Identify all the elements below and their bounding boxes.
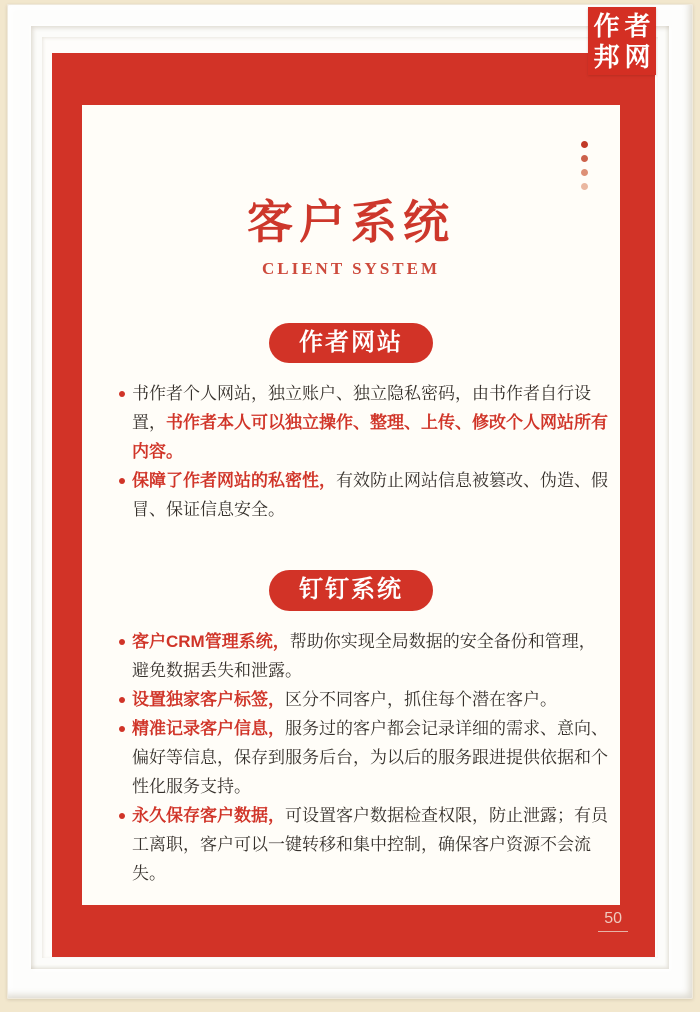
- bullet-emphasis-text: 保障了作者网站的私密性，: [132, 471, 336, 491]
- content-card: [82, 105, 620, 905]
- logo-char: 网: [624, 41, 651, 72]
- page-title: 客户系统: [247, 197, 455, 248]
- bullet-text: 可设置客户数据检查权限，防止泄露；有员工离职，客户可以一键转移和集中控制，确保客户资源不会流失。: [132, 805, 608, 883]
- page-number: 50: [598, 910, 628, 932]
- decorative-dots: [581, 141, 588, 190]
- badge-row: [82, 323, 620, 363]
- bullet-text: 书作者个人网站，独立账户、独立隐私密码，由书作者自行设置，: [132, 384, 591, 433]
- brand-logo: [588, 7, 656, 75]
- sections: [82, 323, 620, 888]
- section-badge: 钉钉系统: [269, 570, 433, 610]
- section-badge: 作者网站: [269, 323, 433, 363]
- bullet-emphasis-text: 精准记录客户信息，: [132, 718, 285, 738]
- bullet-emphasis-text: 书作者本人可以独立操作、整理、上传、修改个人网站所有内容。: [132, 413, 608, 462]
- page-subtitle: CLIENT SYSTEM: [261, 258, 441, 278]
- bullet-item: [119, 627, 608, 685]
- dot-icon: [581, 141, 588, 148]
- section: [82, 323, 620, 524]
- logo-char: 者: [624, 10, 651, 41]
- bullet-item: [119, 685, 608, 714]
- bullet-dot-icon: [119, 478, 125, 484]
- bullet-item: [119, 801, 608, 888]
- header: [82, 105, 620, 279]
- bullet-text: 帮助你实现全局数据的安全备份和管理，避免数据丢失和泄露。: [132, 631, 596, 680]
- badge-row: [82, 570, 620, 610]
- bullet-item: [119, 379, 608, 466]
- poster-background: [52, 53, 655, 957]
- section: [82, 570, 620, 887]
- bullet-text: 服务过的客户都会记录详细的需求、意向、偏好等信息，保存到服务后台，为以后的服务跟进提供依据和个性化服务支持。: [132, 718, 608, 796]
- bullet-dot-icon: [119, 639, 125, 645]
- dot-icon: [581, 169, 588, 176]
- bullet-dot-icon: [119, 697, 125, 703]
- bullet-item: [119, 714, 608, 801]
- bullet-list: [82, 379, 620, 524]
- dot-icon: [581, 183, 588, 190]
- bullet-text: 区分不同客户，抓住每个潜在客户。: [285, 689, 557, 709]
- logo-char: 作: [593, 10, 620, 41]
- logo-char: 邦: [593, 41, 620, 72]
- bullet-dot-icon: [119, 813, 125, 819]
- bullet-dot-icon: [119, 726, 125, 732]
- dot-icon: [581, 155, 588, 162]
- bullet-text: 有效防止网站信息被篡改、伪造、假冒、保证信息安全。: [132, 471, 608, 520]
- bullet-dot-icon: [119, 391, 125, 397]
- bullet-list: [82, 627, 620, 888]
- bullet-item: [119, 466, 608, 524]
- bullet-emphasis-text: 设置独家客户标签，: [132, 689, 285, 709]
- bullet-emphasis-text: 永久保存客户数据，: [132, 805, 285, 825]
- bullet-emphasis-text: 客户CRM管理系统，: [132, 631, 290, 651]
